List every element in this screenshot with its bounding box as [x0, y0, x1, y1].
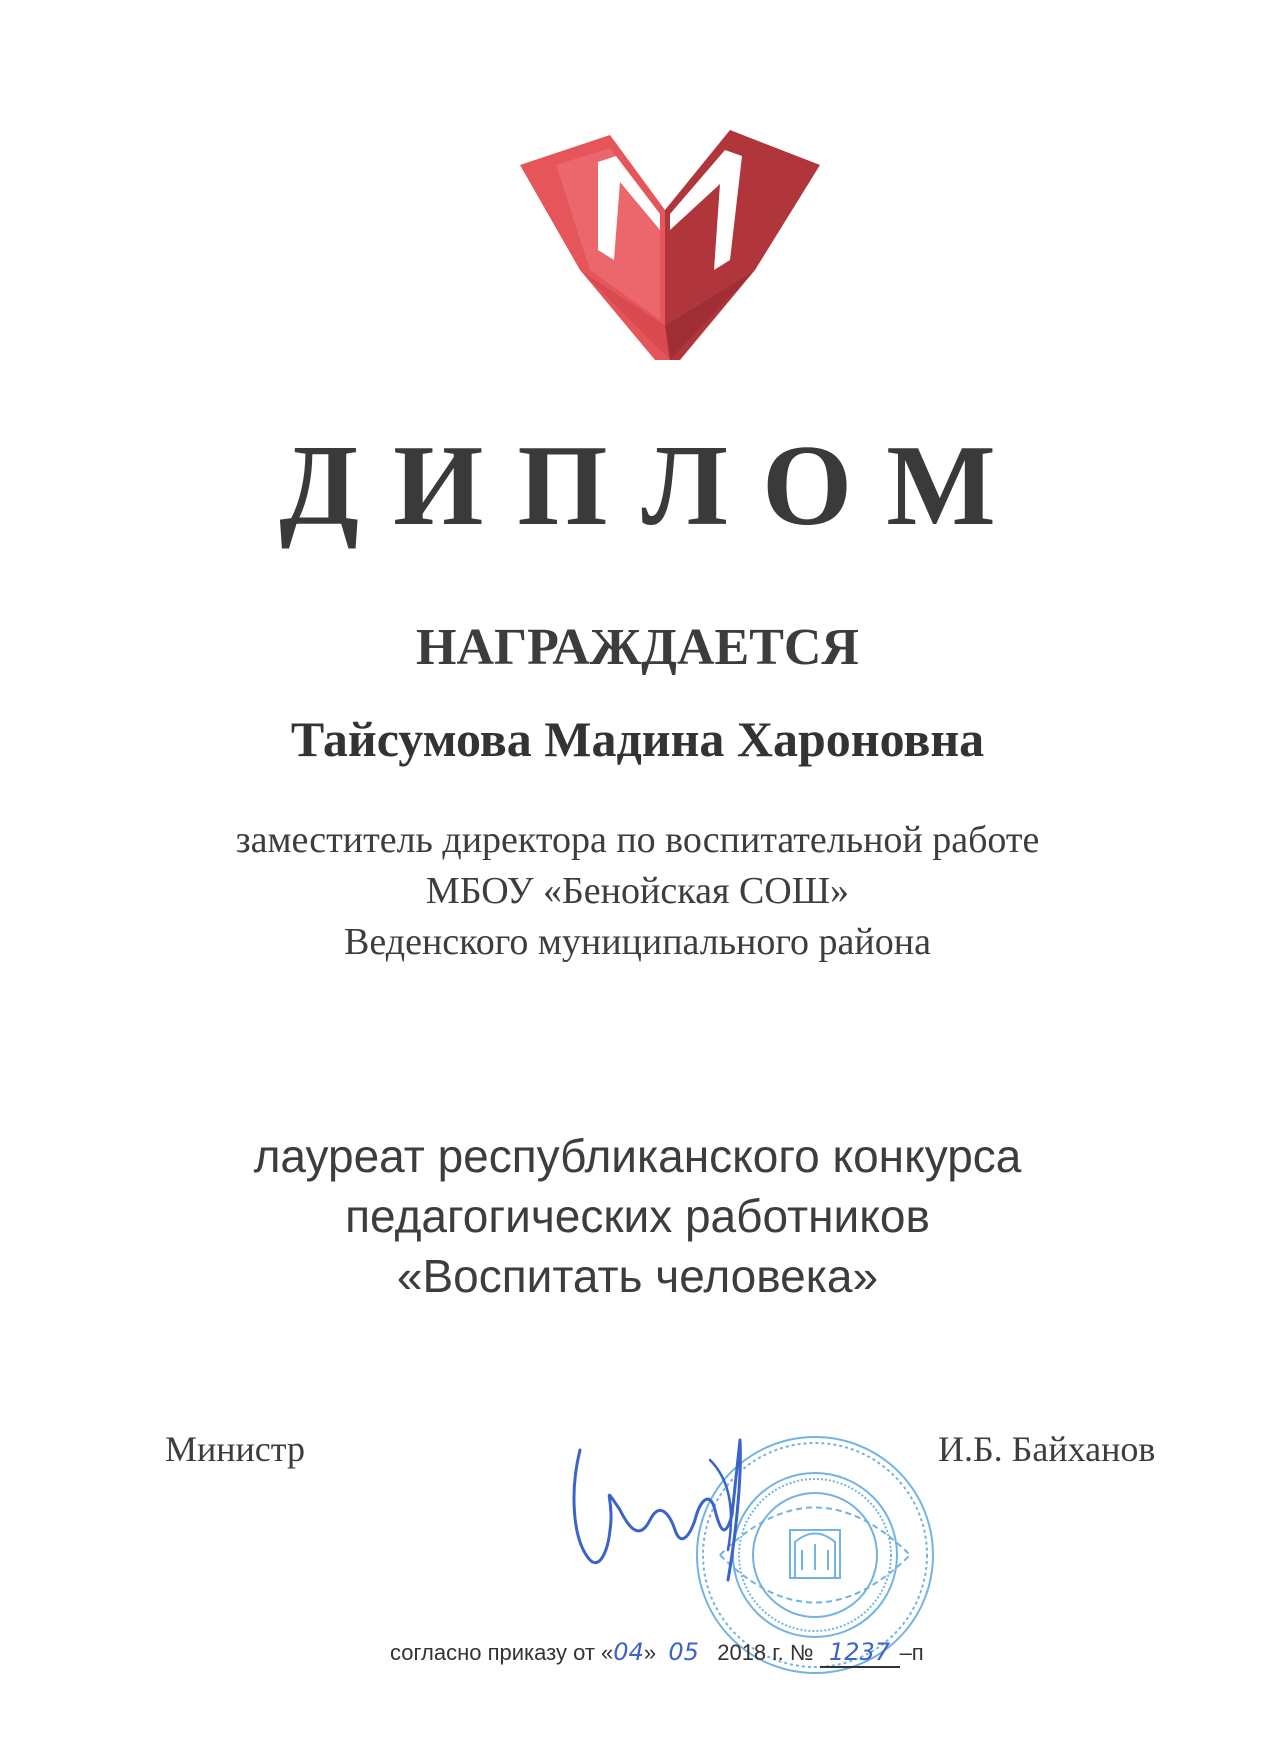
achievement-line: педагогических работников [345, 1190, 930, 1242]
district-line: Веденского муниципального района [344, 921, 931, 963]
order-prefix: согласно приказу от [390, 1640, 595, 1665]
order-close-quote: » [643, 1640, 657, 1665]
awarded-heading: НАГРАЖДАЕТСЯ [416, 619, 859, 676]
order-number: 1237 [829, 1638, 891, 1666]
handwritten-signature-icon [560, 1420, 790, 1590]
position-line: заместитель директора по воспитательной работе [235, 819, 1040, 861]
contest-name: «Воспитать человека» [396, 1250, 879, 1302]
heart-m-logo-icon [520, 110, 820, 360]
achievement-line: лауреат республиканского конкурса [253, 1130, 1022, 1182]
diploma-title: ДИПЛОМ [279, 422, 1030, 550]
order-open-quote: « [601, 1640, 614, 1665]
order-year: 2018 г. № [717, 1640, 814, 1665]
order-reference [390, 1638, 924, 1668]
order-month: 05 [668, 1638, 699, 1666]
school-line: МБОУ «Бенойская СОШ» [425, 870, 850, 912]
minister-label: Министр [165, 1429, 305, 1469]
minister-name: И.Б. Байханов [938, 1429, 1156, 1469]
order-day: 04 [613, 1638, 644, 1666]
order-suffix: –п [899, 1640, 924, 1665]
awardee-name: Тайсумова Мадина Хароновна [290, 711, 985, 767]
